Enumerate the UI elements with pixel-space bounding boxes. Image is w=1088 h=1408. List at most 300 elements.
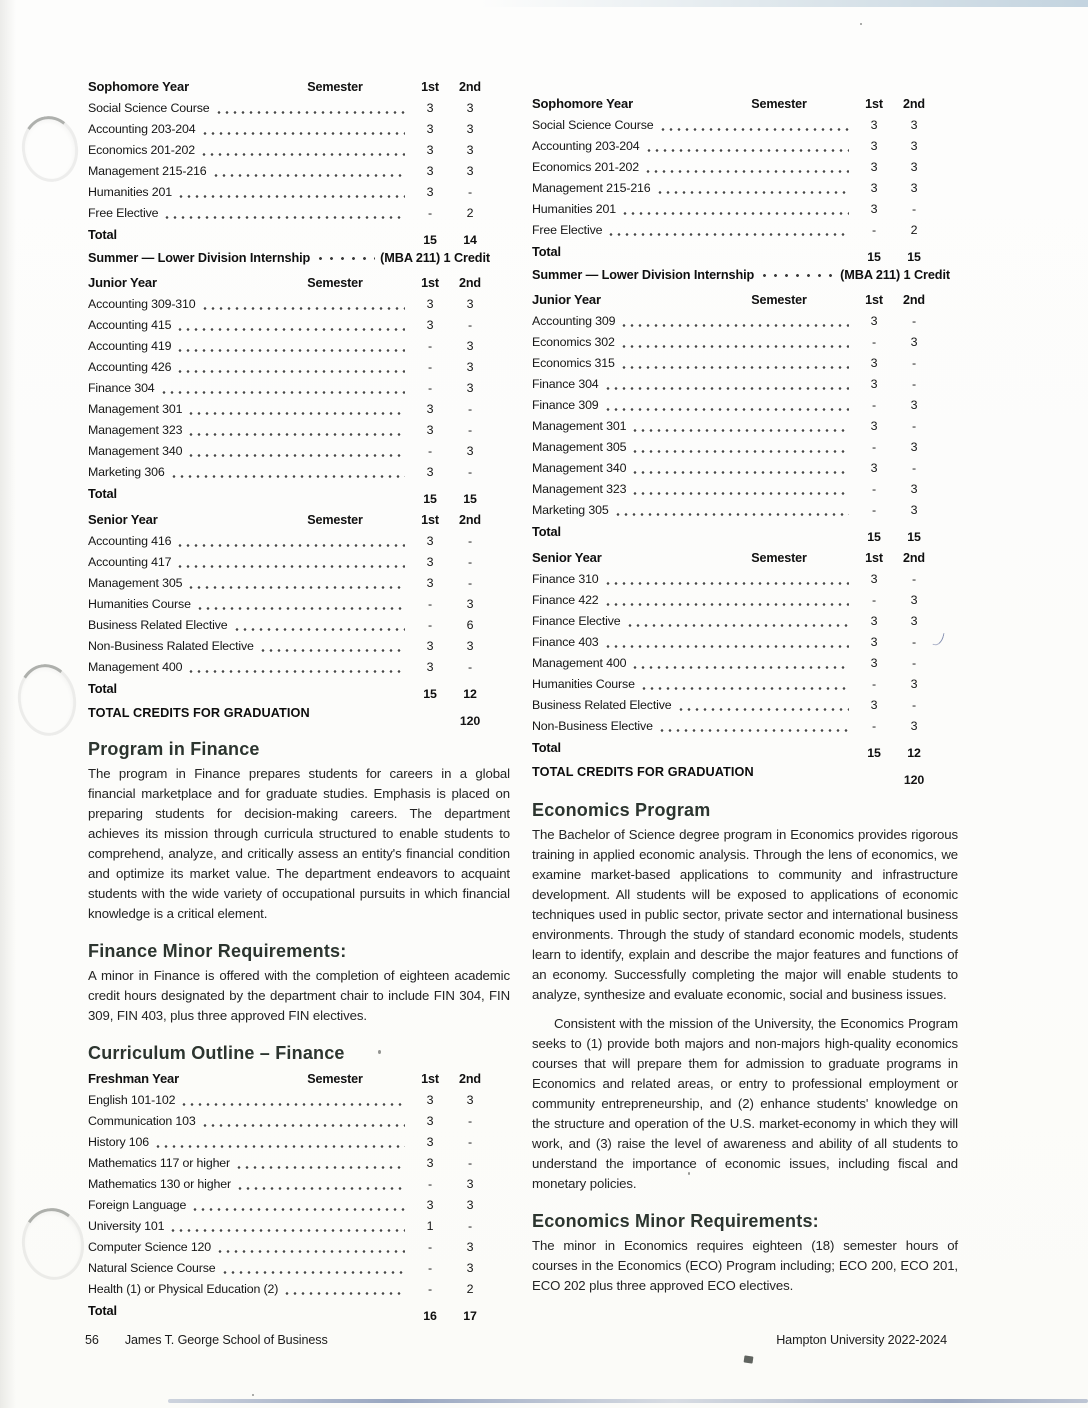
credits-1st: - — [428, 1282, 432, 1296]
course-label: Management 340 — [88, 444, 183, 458]
total-row — [532, 241, 934, 263]
credits-1st: - — [428, 618, 432, 632]
summer-credit: (MBA 211) 1 Credit — [380, 251, 490, 265]
course-label: Management 305 — [88, 576, 183, 590]
course-row — [532, 374, 934, 395]
dot-leader — [259, 648, 405, 653]
col-1st-label: 1st — [865, 551, 883, 565]
course-row — [532, 220, 934, 241]
economics-program-heading: Economics Program — [532, 800, 711, 820]
credits-1st: 3 — [426, 465, 434, 479]
col-1st-label: 1st — [421, 1072, 439, 1086]
course-label: Management 323 — [532, 482, 627, 496]
semester-label: Semester — [751, 97, 807, 111]
credits-1st: - — [872, 503, 876, 517]
credits-1st: - — [428, 1240, 432, 1254]
credits-1st: - — [428, 444, 432, 458]
course-row — [88, 119, 490, 140]
course-row — [532, 590, 934, 611]
year-label: Junior Year — [88, 275, 157, 290]
credits-2nd: 3 — [466, 597, 474, 611]
junior-year-table-right — [532, 289, 958, 543]
total-2nd: 17 — [463, 1309, 477, 1323]
graduation-credits-value: 120 — [459, 714, 481, 728]
course-label: Economics 302 — [532, 335, 615, 349]
col-2nd-label: 2nd — [459, 276, 481, 290]
course-row — [532, 136, 934, 157]
credits-2nd: 3 — [910, 677, 918, 691]
senior-year-table-left — [88, 509, 510, 728]
course-label: Finance 304 — [88, 381, 155, 395]
total-row — [88, 224, 490, 246]
course-row — [88, 573, 490, 594]
course-label: Economics 201-202 — [532, 160, 639, 174]
credits-2nd: - — [468, 555, 472, 569]
scan-edge-tint — [480, 0, 1088, 7]
summer-label: Summer — Lower Division Internship — [88, 251, 311, 265]
credits-1st: 3 — [870, 635, 878, 649]
credits-1st: 3 — [870, 656, 878, 670]
table-header — [88, 1068, 490, 1090]
col-2nd-label: 2nd — [459, 80, 481, 94]
course-row — [532, 479, 934, 500]
course-row — [88, 462, 490, 483]
course-label: Management 400 — [88, 660, 183, 674]
total-1st: 15 — [423, 687, 437, 701]
credits-1st: - — [872, 677, 876, 691]
credits-1st: 3 — [870, 377, 878, 391]
dot-leader — [631, 449, 849, 454]
course-row — [88, 1132, 490, 1153]
total-label: Total — [532, 244, 561, 259]
course-row — [88, 1111, 490, 1132]
summer-internship-line — [88, 251, 510, 265]
table-header — [88, 76, 490, 98]
table-rows — [88, 531, 490, 678]
total-label: Total — [532, 740, 561, 755]
total-row — [88, 678, 490, 700]
dot-leader — [631, 665, 849, 670]
course-label: Finance 309 — [532, 398, 599, 412]
course-label: Economics 315 — [532, 356, 615, 370]
credits-1st: 3 — [870, 461, 878, 475]
credits-2nd: - — [912, 314, 916, 328]
dot-leader — [631, 428, 849, 433]
graduation-credits-label: TOTAL CREDITS FOR GRADUATION — [532, 765, 754, 779]
dot-leader — [187, 432, 405, 437]
credits-2nd: - — [468, 534, 472, 548]
credits-1st: - — [872, 398, 876, 412]
finance-program-heading: Program in Finance — [88, 739, 260, 759]
course-row — [532, 653, 934, 674]
course-label: Accounting 416 — [88, 534, 172, 548]
credits-2nd: - — [912, 377, 916, 391]
table-rows — [88, 294, 490, 483]
credits-1st: - — [428, 360, 432, 374]
scan-speck — [252, 1394, 254, 1396]
course-row — [88, 336, 490, 357]
course-row — [532, 416, 934, 437]
credits-1st: 3 — [870, 419, 878, 433]
course-row — [88, 315, 490, 336]
col-2nd-label: 2nd — [903, 551, 925, 565]
dot-leader — [604, 407, 849, 412]
course-row — [88, 294, 490, 315]
dot-leader — [604, 386, 849, 391]
course-row — [532, 115, 934, 136]
course-row — [532, 632, 934, 653]
course-row — [532, 353, 934, 374]
credits-2nd: 3 — [466, 1261, 474, 1275]
course-row — [532, 569, 934, 590]
credits-2nd: 3 — [910, 614, 918, 628]
course-label: Mathematics 117 or higher — [88, 1156, 231, 1170]
credits-1st: - — [872, 593, 876, 607]
credits-2nd: 2 — [466, 1282, 474, 1296]
credits-2nd: - — [912, 572, 916, 586]
course-label: Foreign Language — [88, 1198, 187, 1212]
course-row — [532, 395, 934, 416]
credits-2nd: 3 — [466, 360, 474, 374]
dot-leader — [235, 1165, 405, 1170]
course-row — [532, 178, 934, 199]
year-label: Senior Year — [88, 512, 158, 527]
credits-1st: - — [872, 719, 876, 733]
credits-2nd: 3 — [466, 339, 474, 353]
course-row — [88, 1216, 490, 1237]
credits-2nd: - — [468, 318, 472, 332]
course-label: Health (1) or Physical Education (2) — [88, 1282, 279, 1296]
credits-1st: - — [428, 1261, 432, 1275]
credits-1st: 3 — [426, 423, 434, 437]
credits-2nd: 3 — [910, 398, 918, 412]
credits-2nd: 3 — [466, 381, 474, 395]
total-2nd: 15 — [463, 492, 477, 506]
summer-credit: (MBA 211) 1 Credit — [840, 268, 950, 282]
dot-leader — [212, 173, 405, 178]
course-label: Social Science Course — [532, 118, 654, 132]
col-2nd-label: 2nd — [459, 513, 481, 527]
page-footer — [85, 1333, 947, 1347]
credits-1st: 3 — [870, 614, 878, 628]
dot-leader — [644, 169, 849, 174]
col-1st-label: 1st — [865, 293, 883, 307]
senior-year-table-right — [532, 547, 958, 787]
credits-1st: 3 — [426, 555, 434, 569]
dot-leader — [176, 327, 405, 332]
course-row — [532, 157, 934, 178]
course-label: Management 400 — [532, 656, 627, 670]
total-label: Total — [88, 1303, 117, 1318]
dot-leader — [187, 453, 405, 458]
credits-2nd: 3 — [910, 440, 918, 454]
curriculum-outline-finance-heading: Curriculum Outline – Finance — [88, 1043, 345, 1063]
credits-2nd: - — [468, 1156, 472, 1170]
course-row — [532, 332, 934, 353]
course-row — [88, 357, 490, 378]
semester-label: Semester — [307, 1072, 363, 1086]
course-row — [88, 420, 490, 441]
course-row — [88, 594, 490, 615]
credits-2nd: 3 — [910, 118, 918, 132]
credits-2nd: - — [468, 576, 472, 590]
semester-label: Semester — [307, 276, 363, 290]
dot-leader — [645, 148, 849, 153]
course-label: Management 301 — [532, 419, 627, 433]
credits-2nd: - — [912, 356, 916, 370]
course-row — [88, 552, 490, 573]
credits-2nd: - — [468, 465, 472, 479]
course-label: Mathematics 130 or higher — [88, 1177, 231, 1191]
course-label: Non-Business Elective — [532, 719, 653, 733]
credits-2nd: 3 — [466, 1177, 474, 1191]
total-1st: 16 — [423, 1309, 437, 1323]
table-header — [532, 289, 934, 311]
right-column — [532, 76, 958, 1326]
course-row — [88, 531, 490, 552]
col-1st-label: 1st — [421, 80, 439, 94]
table-rows — [88, 1090, 490, 1300]
dot-leader — [215, 110, 405, 115]
course-label: Management 215-216 — [88, 164, 207, 178]
credits-1st: 3 — [870, 314, 878, 328]
economics-minor-paragraph: The minor in Economics requires eighteen (18) semester hours of courses in the Economics (ECO) Program including; ECO 200, ECO 201, ECO 202 plus three approved ECO electives. — [532, 1238, 958, 1293]
credits-2nd: - — [468, 660, 472, 674]
credits-1st: 3 — [870, 181, 878, 195]
credits-2nd: 3 — [466, 1198, 474, 1212]
course-label: Accounting 203-204 — [532, 139, 640, 153]
credits-2nd: 3 — [910, 139, 918, 153]
dot-leader — [659, 127, 849, 132]
course-label: Finance 304 — [532, 377, 599, 391]
junior-year-table-left — [88, 272, 510, 505]
credits-1st: - — [428, 206, 432, 220]
course-label: Economics 201-202 — [88, 143, 195, 157]
total-2nd: 12 — [907, 746, 921, 760]
scan-speck — [860, 23, 862, 25]
credits-1st: - — [872, 223, 876, 237]
course-row — [88, 1153, 490, 1174]
credits-1st: 3 — [426, 297, 434, 311]
credits-1st: 3 — [426, 534, 434, 548]
semester-label: Semester — [751, 293, 807, 307]
course-row — [88, 399, 490, 420]
credits-2nd: 3 — [910, 482, 918, 496]
course-label: Humanities Course — [88, 597, 191, 611]
credits-2nd: 3 — [466, 122, 474, 136]
course-row — [532, 695, 934, 716]
dot-leader — [170, 474, 405, 479]
credits-2nd: 3 — [466, 1240, 474, 1254]
dot-leader — [315, 256, 375, 261]
course-label: History 106 — [88, 1135, 150, 1149]
hole-punch-mark — [17, 1204, 89, 1285]
credits-1st: 3 — [426, 660, 434, 674]
dot-leader — [176, 564, 405, 569]
credits-2nd: 3 — [910, 503, 918, 517]
dot-leader — [221, 1270, 405, 1275]
dot-leader — [614, 512, 849, 517]
total-1st: 15 — [867, 250, 881, 264]
credits-1st: - — [428, 1177, 432, 1191]
credits-1st: 3 — [426, 402, 434, 416]
course-label: Marketing 305 — [532, 503, 609, 517]
course-label: Social Science Course — [88, 101, 210, 115]
dot-leader — [604, 602, 849, 607]
year-label: Sophomore Year — [532, 96, 633, 111]
credits-1st: 3 — [426, 1135, 434, 1149]
course-row — [88, 182, 490, 203]
page-number: 56 — [85, 1333, 99, 1347]
col-2nd-label: 2nd — [903, 97, 925, 111]
dot-leader — [177, 194, 405, 199]
credits-2nd: - — [912, 419, 916, 433]
credits-2nd: 3 — [466, 101, 474, 115]
dot-leader — [236, 1186, 405, 1191]
dot-leader — [620, 344, 849, 349]
economics-program-paragraph-2: Consistent with the mission of the University, the Economics Program seeks to (1) provide both majors and non-majors high-quality economics courses that will prepare them for admission to graduate programs in Economics and related areas, or entry to professional employment or community entrepreneurship, and (2) enhance students' knowledge on the structure and operation of the U.S. market-economy in which they will work, and (3) raise the level of awareness and ability of all students to understand the importance of economic issues, including fiscal and monetary policies. — [532, 1016, 958, 1191]
dot-leader — [154, 1144, 405, 1149]
course-row — [88, 1195, 490, 1216]
credits-2nd: 2 — [466, 206, 474, 220]
course-label: Accounting 426 — [88, 360, 172, 374]
freshman-year-table-finance — [88, 1068, 510, 1322]
course-label: Free Elective — [532, 223, 603, 237]
dot-leader — [176, 369, 405, 374]
dot-leader — [620, 323, 849, 328]
total-2nd: 15 — [907, 530, 921, 544]
course-row — [88, 1174, 490, 1195]
year-label: Senior Year — [532, 550, 602, 565]
total-label: Total — [88, 681, 117, 696]
credits-2nd: - — [912, 202, 916, 216]
credits-1st: 1 — [426, 1219, 434, 1233]
course-label: Management 215-216 — [532, 181, 651, 195]
left-column — [88, 76, 510, 1326]
dot-leader — [233, 627, 405, 632]
credits-1st: 3 — [426, 101, 434, 115]
col-2nd-label: 2nd — [459, 1072, 481, 1086]
year-label: Junior Year — [532, 292, 601, 307]
dot-leader — [176, 543, 405, 548]
course-row — [532, 199, 934, 220]
course-label: Humanities Course — [532, 677, 635, 691]
credits-1st: 3 — [870, 202, 878, 216]
scan-edge-line — [168, 1399, 1088, 1403]
table-rows — [88, 98, 490, 224]
graduation-credits-row — [532, 762, 934, 787]
dot-leader — [187, 411, 405, 416]
credits-1st: - — [428, 339, 432, 353]
course-label: Management 305 — [532, 440, 627, 454]
course-label: Humanities 201 — [532, 202, 616, 216]
credits-2nd: 3 — [910, 181, 918, 195]
course-label: Accounting 417 — [88, 555, 172, 569]
semester-label: Semester — [307, 80, 363, 94]
credits-1st: - — [872, 335, 876, 349]
course-row — [532, 500, 934, 521]
graduation-credits-row — [88, 703, 490, 728]
course-row — [88, 1090, 490, 1111]
credits-2nd: 3 — [910, 160, 918, 174]
credits-2nd: - — [468, 1114, 472, 1128]
course-row — [532, 611, 934, 632]
table-header — [532, 93, 934, 115]
credits-1st: 3 — [426, 1093, 434, 1107]
dot-leader — [656, 190, 849, 195]
credits-2nd: - — [468, 1135, 472, 1149]
credits-1st: 3 — [426, 143, 434, 157]
dot-leader — [169, 1228, 405, 1233]
dot-leader — [187, 669, 405, 674]
year-label: Freshman Year — [88, 1071, 180, 1086]
table-rows — [532, 569, 934, 737]
col-1st-label: 1st — [865, 97, 883, 111]
credits-1st: - — [428, 597, 432, 611]
dot-leader — [604, 644, 849, 649]
credits-2nd: 3 — [466, 143, 474, 157]
footer-school-name: James T. George School of Business — [124, 1333, 328, 1347]
credits-2nd: 2 — [910, 223, 918, 237]
total-row — [88, 1300, 490, 1322]
total-1st: 15 — [867, 530, 881, 544]
table-rows — [532, 311, 934, 521]
credits-1st: 3 — [426, 1198, 434, 1212]
dot-leader — [759, 273, 835, 278]
credits-1st: - — [428, 381, 432, 395]
total-row — [88, 483, 490, 505]
finance-minor-heading: Finance Minor Requirements: — [88, 941, 347, 961]
total-1st: 15 — [423, 492, 437, 506]
dot-leader — [160, 390, 405, 395]
course-row — [88, 615, 490, 636]
economics-minor-heading: Economics Minor Requirements: — [532, 1211, 819, 1231]
dot-leader — [283, 1291, 405, 1296]
table-rows — [532, 115, 934, 241]
table-header — [532, 547, 934, 569]
course-label: Accounting 309-310 — [88, 297, 196, 311]
dot-leader — [191, 1207, 405, 1212]
credits-2nd: - — [912, 461, 916, 475]
course-label: Free Elective — [88, 206, 159, 220]
total-label: Total — [532, 524, 561, 539]
dot-leader — [201, 306, 405, 311]
credits-2nd: 3 — [466, 164, 474, 178]
total-label: Total — [88, 486, 117, 501]
course-row — [532, 437, 934, 458]
dot-leader — [176, 348, 405, 353]
dot-leader — [631, 470, 849, 475]
credits-1st: 3 — [870, 160, 878, 174]
dot-leader — [200, 152, 405, 157]
hole-punch-mark — [13, 660, 82, 740]
course-row — [88, 636, 490, 657]
col-1st-label: 1st — [421, 276, 439, 290]
credits-2nd: 3 — [466, 639, 474, 653]
finance-program-paragraph: The program in Finance prepares students for careers in a global financial marketplace and for graduate studies. Emphasis is placed on preparing students for decision-making careers. The department achieves its mission through curricula structured to enable students to comprehend, analyze, and critically assess an entity's financial condition and optimize its market value. The department endeavors to acquaint students with the wide variety of occupational pursuits in which financial knowledge is a critical element. — [88, 766, 510, 921]
course-label: Marketing 306 — [88, 465, 165, 479]
finance-minor-paragraph: A minor in Finance is offered with the completion of eighteen academic credit hours designated by the department chair to include FIN 304, FIN 309, FIN 403, plus three approved FIN electives. — [88, 968, 510, 1023]
course-row — [88, 1258, 490, 1279]
credits-2nd: 3 — [466, 297, 474, 311]
course-row — [88, 203, 490, 224]
credits-2nd: 3 — [910, 719, 918, 733]
dot-leader — [658, 728, 849, 733]
dot-leader — [640, 686, 849, 691]
graduation-credits-value: 120 — [903, 773, 925, 787]
course-row — [532, 458, 934, 479]
course-label: Non-Business Ralated Elective — [88, 639, 254, 653]
